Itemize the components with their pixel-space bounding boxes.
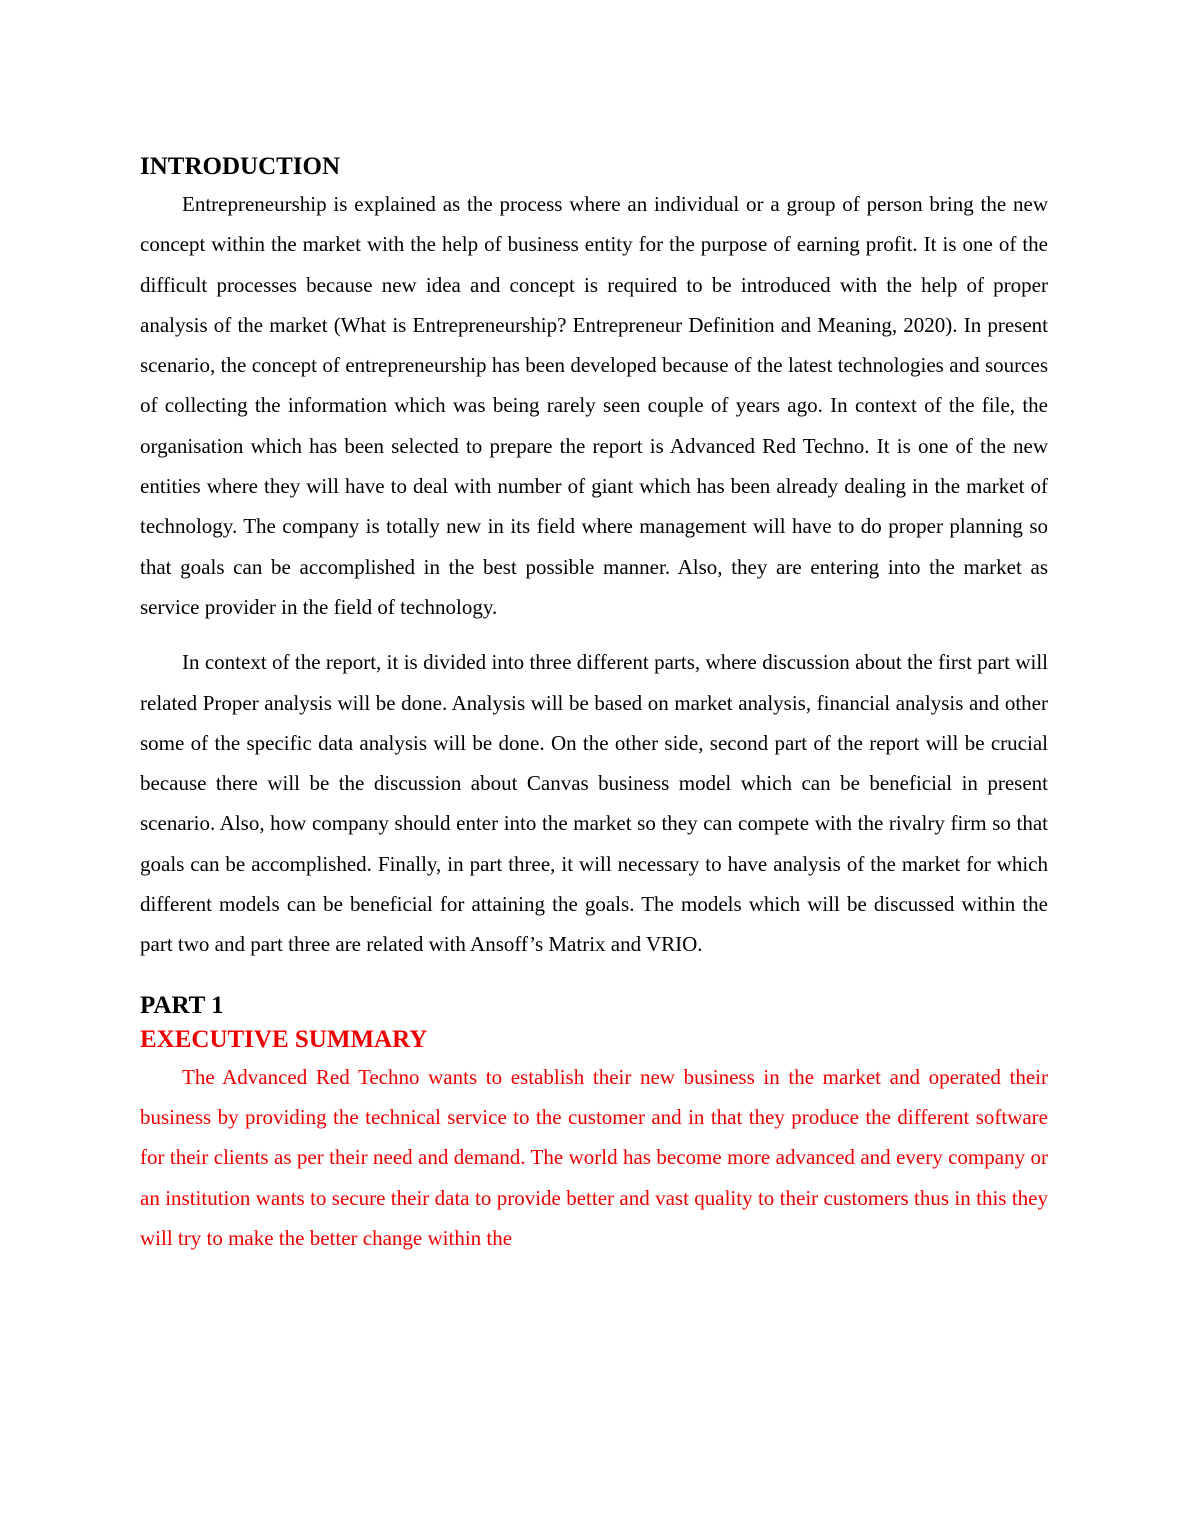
part-1-heading: PART 1 <box>140 991 224 1019</box>
document-page <box>140 150 1048 1258</box>
executive-summary-heading: EXECUTIVE SUMMARY <box>140 1025 428 1053</box>
introduction-heading: INTRODUCTION <box>140 153 341 180</box>
executive-summary-paragraph: The Advanced Red Techno wants to establish their new business in the market and operated their business by providing the technical service to the customer and in that they produce the different software for their clients as per their need and demand. The world has become more advanced and every company or an institution wants to secure their data to provide better and vast quality to their customers thus in this they will try to make the better change within the <box>140 1064 1048 1250</box>
introduction-paragraph-1: Entrepreneurship is explained as the process where an individual or a group of person bring the new concept within the market with the help of business entity for the purpose of earning profit. It is one of the difficult processes because new idea and concept is required to be introduced with the help of proper analysis of the market (What is Entrepreneurship? Entrepreneur Definition and Meaning, 2020). In present scenario, the concept of entrepreneurship has been developed because of the latest technologies and sources of collecting the information which was being rarely seen couple of years ago. In context of the file, the organisation which has been selected to prepare the report is Advanced Red Techno. It is one of the new entities where they will have to deal with number of giant which has been already dealing in the market of technology. The company is totally new in its field where management will have to do proper planning so that goals can be accomplished in the best possible manner. Also, they are entering into the market as service provider in the field of technology. <box>140 192 1048 619</box>
introduction-paragraph-2: In context of the report, it is divided into three different parts, where discussion about the first part will related Proper analysis will be done. Analysis will be based on market analysis, financial analysis and other some of the specific data analysis will be done. On the other side, second part of the report will be crucial because there will be the discussion about Canvas business model which can be beneficial in present scenario. Also, how company should enter into the market so they can compete with the rivalry firm so that goals can be accomplished. Finally, in part three, it will necessary to have analysis of the market for which different models can be beneficial for attaining the goals. The models which will be discussed within the part two and part three are related with Ansoff’s Matrix and VRIO. <box>140 650 1048 957</box>
